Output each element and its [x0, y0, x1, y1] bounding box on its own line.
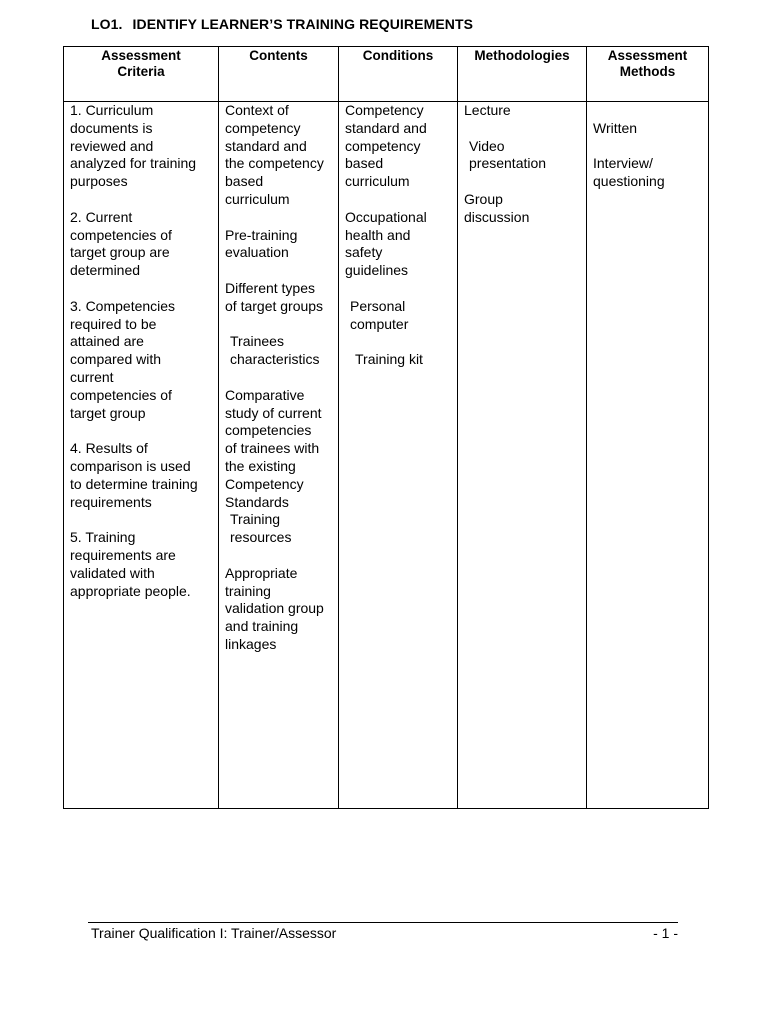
- conditions-item: Competency standard and competency based curriculum: [345, 102, 427, 190]
- criteria-item: 3. Competencies required to be attained are compared with current competencies of target group: [70, 297, 176, 421]
- header-methodologies: Methodologies: [458, 47, 587, 102]
- header-conditions: Conditions: [339, 47, 458, 102]
- methodologies-item: Group discussion: [464, 190, 530, 225]
- table-row: [64, 102, 709, 809]
- competency-table: [63, 46, 709, 809]
- contents-cell: [219, 102, 339, 809]
- page-number: - 1 -: [653, 925, 678, 941]
- header-assessment-methods: Assessment Methods: [587, 47, 709, 102]
- conditions-item: Personal computer: [350, 297, 409, 332]
- contents-item: Trainees characteristics: [230, 333, 320, 368]
- criteria-item: 4. Results of comparison is used to determine training requirements: [70, 440, 198, 510]
- page-title: [91, 16, 473, 32]
- header-contents: Contents: [219, 47, 339, 102]
- page-title-number: LO1.: [91, 16, 123, 32]
- contents-item: Appropriate training validation group and training linkages: [225, 564, 324, 652]
- conditions-item: Training kit: [355, 351, 423, 368]
- assessment-methods-item: Interview/ questioning: [593, 155, 665, 190]
- contents-item: Pre-training evaluation: [225, 226, 298, 261]
- conditions-cell: [339, 102, 458, 809]
- page-title-text: IDENTIFY LEARNER’S TRAINING REQUIREMENTS: [132, 16, 474, 32]
- assessment-methods-cell: [587, 102, 709, 809]
- methodologies-item: Lecture: [464, 102, 511, 118]
- assessment-methods-item: Written: [593, 119, 638, 136]
- header-assessment-criteria: Assessment Criteria: [64, 47, 219, 102]
- contents-item: Training resources: [230, 511, 292, 546]
- criteria-item: 1. Curriculum documents is reviewed and analyzed for training purposes: [70, 102, 197, 190]
- criteria-item: 2. Current competencies of target group are determined: [70, 208, 172, 279]
- contents-item: Context of competency standard and the competency based curriculum: [225, 102, 324, 207]
- footer-title: Trainer Qualification I: Trainer/Assessor: [91, 925, 337, 941]
- methodologies-item: Video presentation: [469, 137, 547, 172]
- conditions-item: Occupational health and safety guidelines: [345, 208, 427, 279]
- footer-divider: [88, 922, 678, 923]
- table-header-row: [64, 47, 709, 102]
- methodologies-cell: [458, 102, 587, 809]
- contents-item: Comparative study of current competencies of trainees with the existing Competency Standards: [225, 386, 322, 510]
- criteria-cell: [64, 102, 219, 809]
- contents-item: Different types of target groups: [225, 279, 324, 314]
- criteria-item: 5. Training requirements are validated with appropriate people.: [70, 529, 191, 599]
